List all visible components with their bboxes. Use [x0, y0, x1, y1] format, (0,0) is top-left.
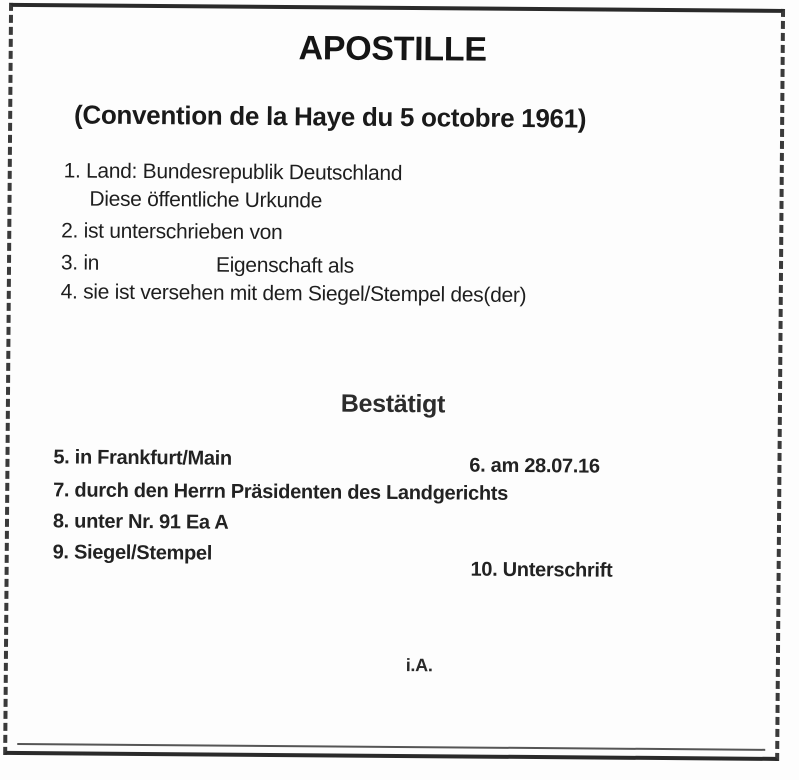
field-document-text: Diese öffentliche Urkunde — [89, 187, 323, 213]
apostille-title: APOSTILLE — [298, 29, 487, 69]
apostille-content — [7, 7, 783, 758]
ia-mark: i.A. — [405, 655, 433, 676]
field-9-stamp: 9. Siegel/Stempel — [52, 541, 213, 565]
field-10-signature: 10. Unterschrift — [470, 558, 613, 582]
field-3-in: 3. in — [60, 251, 100, 275]
convention-subtitle: (Convention de la Haye du 5 octobre 1961) — [73, 99, 587, 134]
field-6-date: 6. am 28.07.16 — [469, 454, 600, 478]
field-4-seal: 4. sie ist versehen mit dem Siegel/Stempel des(der) — [60, 280, 527, 308]
confirmed-heading: Bestätigt — [340, 389, 446, 419]
field-1-country: 1. Land: Bundesrepublik Deutschland — [63, 159, 403, 186]
field-2-signed-by: 2. ist unterschrieben von — [61, 219, 283, 245]
field-5-place: 5. in Frankfurt/Main — [53, 446, 232, 470]
field-3-capacity: Eigenschaft als — [215, 253, 354, 278]
field-8-number: 8. unter Nr. 91 Ea A — [52, 510, 229, 534]
field-7-authority: 7. durch den Herrn Präsidenten des Landgerichts — [53, 479, 509, 505]
